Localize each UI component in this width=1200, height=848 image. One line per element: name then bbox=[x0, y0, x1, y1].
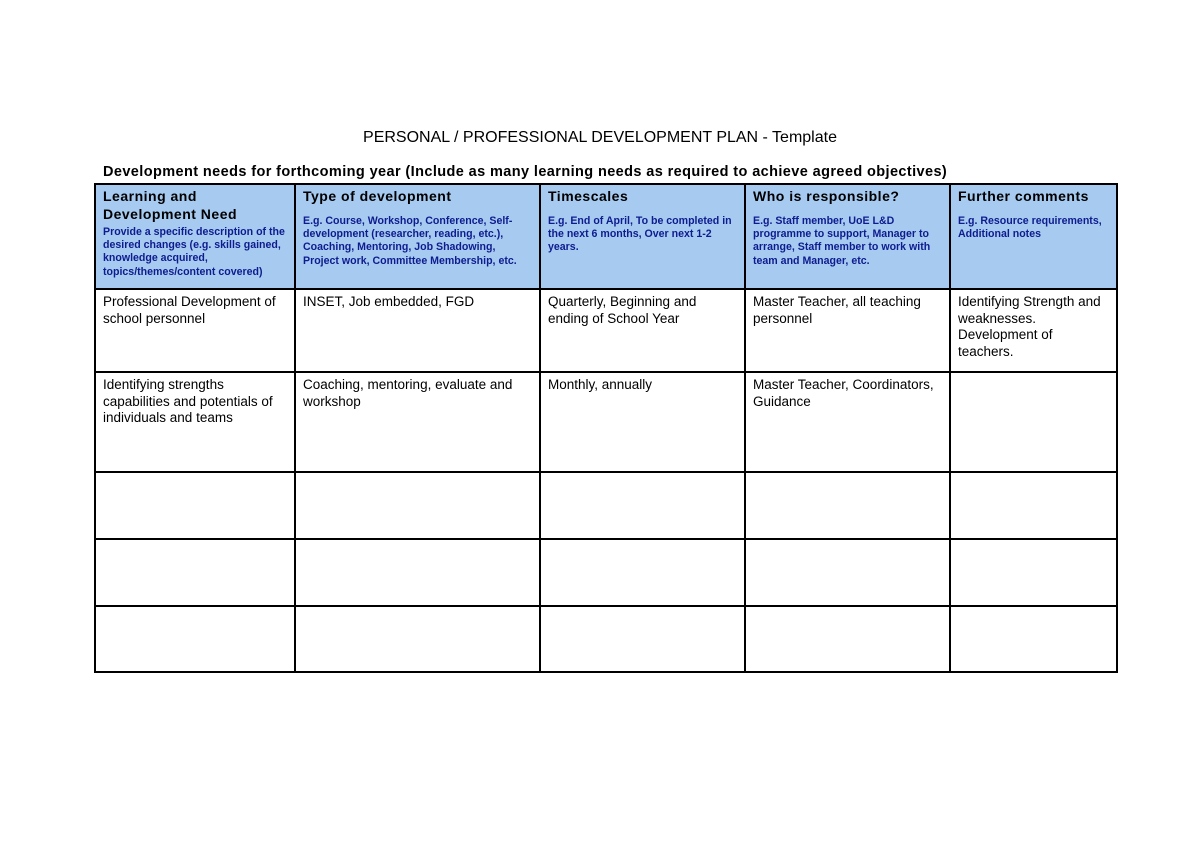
table-cell[interactable] bbox=[540, 472, 745, 539]
table-cell[interactable] bbox=[540, 539, 745, 606]
table-cell[interactable] bbox=[95, 606, 295, 672]
header-description: E.g. Staff member, UoE L&D programme to support, Manager to arrange, Staff member to work with team and Manager, etc. bbox=[753, 215, 931, 267]
cell-text: Master Teacher, Coordinators, Guidance bbox=[753, 377, 934, 409]
header-cell-further-comments bbox=[950, 184, 1117, 289]
development-plan-table bbox=[94, 183, 1118, 673]
table-row bbox=[95, 539, 1117, 606]
header-description: Provide a specific description of the desired changes (e.g. skills gained, knowledge acquired, topics/themes/content covered) bbox=[103, 226, 285, 278]
table-cell[interactable] bbox=[950, 289, 1117, 372]
cell-text: Master Teacher, all teaching personnel bbox=[753, 294, 921, 326]
header-cell-timescales bbox=[540, 184, 745, 289]
table-cell[interactable] bbox=[950, 539, 1117, 606]
table-cell[interactable] bbox=[540, 289, 745, 372]
table-cell[interactable] bbox=[745, 539, 950, 606]
table-cell[interactable] bbox=[295, 372, 540, 472]
table-cell[interactable] bbox=[95, 539, 295, 606]
table-row bbox=[95, 606, 1117, 672]
page-title: PERSONAL / PROFESSIONAL DEVELOPMENT PLAN - Template bbox=[363, 129, 837, 146]
cell-text: INSET, Job embedded, FGD bbox=[303, 294, 475, 309]
header-label: Timescales bbox=[548, 188, 629, 204]
table-row bbox=[95, 289, 1117, 372]
header-label: Who is responsible? bbox=[753, 188, 900, 204]
table-cell[interactable] bbox=[950, 472, 1117, 539]
table-cell[interactable] bbox=[295, 289, 540, 372]
header-label: Learning and Development Need bbox=[103, 188, 238, 222]
table-header-row bbox=[95, 184, 1117, 289]
cell-text: Coaching, mentoring, evaluate and workshop bbox=[303, 377, 513, 409]
table-row bbox=[95, 372, 1117, 472]
cell-text: Quarterly, Beginning and ending of School Year bbox=[548, 294, 697, 326]
header-label: Type of development bbox=[303, 188, 452, 204]
table-cell[interactable] bbox=[295, 539, 540, 606]
table-row bbox=[95, 472, 1117, 539]
table-cell[interactable] bbox=[950, 606, 1117, 672]
table-cell[interactable] bbox=[95, 472, 295, 539]
table-cell[interactable] bbox=[540, 606, 745, 672]
section-subtitle: Development needs for forthcoming year (Include as many learning needs as required to achieve agreed objectives) bbox=[103, 164, 948, 180]
header-cell-learning-need bbox=[95, 184, 295, 289]
table-cell[interactable] bbox=[745, 289, 950, 372]
header-description: E.g. End of April, To be completed in the next 6 months, Over next 1-2 years. bbox=[548, 215, 732, 254]
header-cell-who-is-responsible bbox=[745, 184, 950, 289]
header-description: E.g. Resource requirements, Additional notes bbox=[958, 215, 1102, 241]
header-label: Further comments bbox=[958, 188, 1089, 204]
cell-text: Professional Development of school personnel bbox=[103, 294, 276, 326]
table-cell[interactable] bbox=[540, 372, 745, 472]
cell-text: Identifying Strength and weaknesses. Development of teachers. bbox=[958, 294, 1101, 359]
table-cell[interactable] bbox=[95, 372, 295, 472]
table-cell[interactable] bbox=[745, 372, 950, 472]
table-cell[interactable] bbox=[95, 289, 295, 372]
header-description: E.g. Course, Workshop, Conference, Self-development (researcher, reading, etc.), Coaching, Mentoring, Job Shadowing, Project work, Committee Membership, etc. bbox=[303, 215, 517, 267]
cell-text: Monthly, annually bbox=[548, 377, 653, 392]
table-cell[interactable] bbox=[295, 606, 540, 672]
header-cell-type-of-development bbox=[295, 184, 540, 289]
table-cell[interactable] bbox=[745, 472, 950, 539]
table-cell[interactable] bbox=[295, 472, 540, 539]
cell-text: Identifying strengths capabilities and potentials of individuals and teams bbox=[103, 377, 273, 425]
table-cell[interactable] bbox=[745, 606, 950, 672]
table-cell[interactable] bbox=[950, 372, 1117, 472]
